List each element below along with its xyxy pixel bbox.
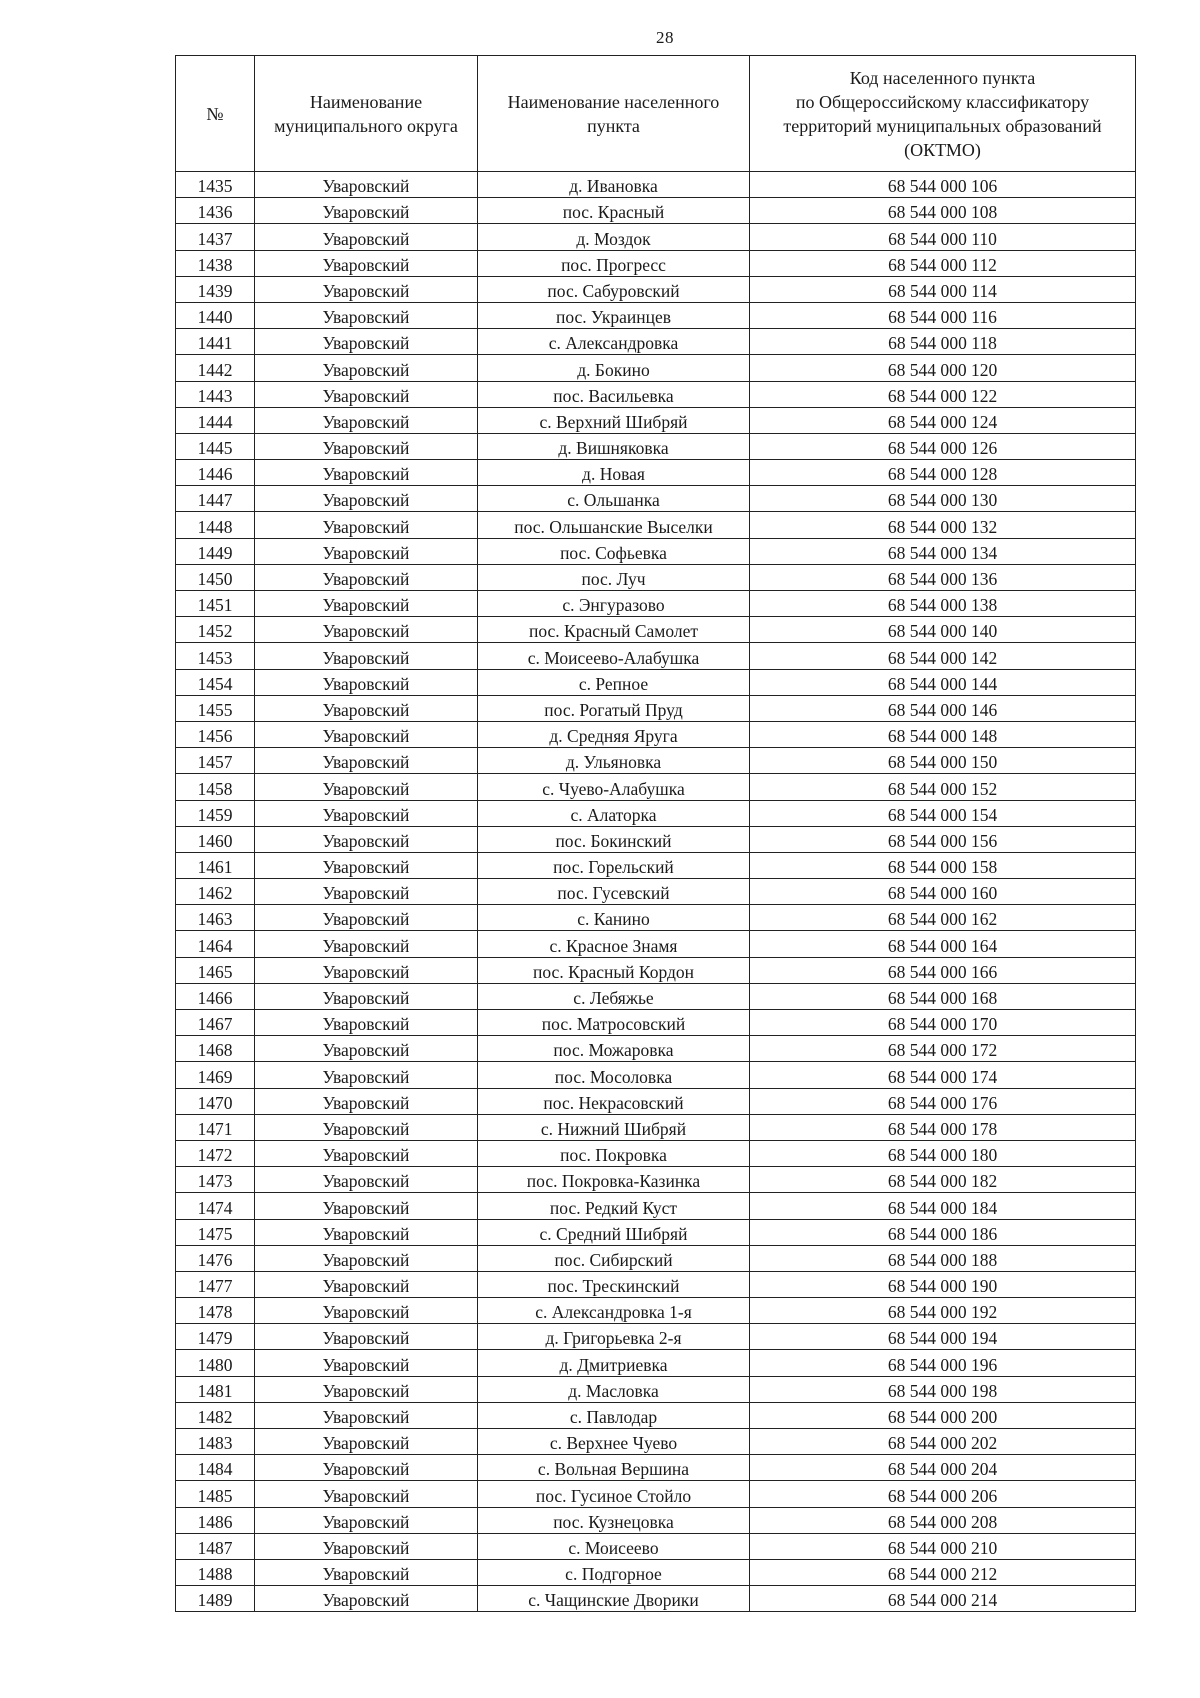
oktmo-code: 68 544 000 164 bbox=[750, 931, 1136, 957]
okrug-cell: Уваровский bbox=[255, 1481, 478, 1507]
oktmo-code: 68 544 000 154 bbox=[750, 800, 1136, 826]
row-number: 1483 bbox=[176, 1429, 255, 1455]
table-row bbox=[176, 957, 1136, 983]
oktmo-code: 68 544 000 188 bbox=[750, 1245, 1136, 1271]
table-row bbox=[176, 486, 1136, 512]
table-row bbox=[176, 460, 1136, 486]
settlement-name: с. Вольная Вершина bbox=[478, 1455, 750, 1481]
row-number: 1463 bbox=[176, 905, 255, 931]
row-number: 1470 bbox=[176, 1088, 255, 1114]
oktmo-code: 68 544 000 128 bbox=[750, 460, 1136, 486]
oktmo-code: 68 544 000 194 bbox=[750, 1324, 1136, 1350]
oktmo-code: 68 544 000 186 bbox=[750, 1219, 1136, 1245]
settlement-name: с. Верхнее Чуево bbox=[478, 1429, 750, 1455]
oktmo-code: 68 544 000 162 bbox=[750, 905, 1136, 931]
okrug-cell: Уваровский bbox=[255, 1559, 478, 1585]
table-row bbox=[176, 1193, 1136, 1219]
okrug-cell: Уваровский bbox=[255, 800, 478, 826]
row-number: 1480 bbox=[176, 1350, 255, 1376]
oktmo-code: 68 544 000 112 bbox=[750, 250, 1136, 276]
oktmo-code: 68 544 000 202 bbox=[750, 1429, 1136, 1455]
header-num: № bbox=[176, 56, 255, 172]
settlement-name: с. Александровка bbox=[478, 329, 750, 355]
row-number: 1489 bbox=[176, 1586, 255, 1612]
oktmo-code: 68 544 000 144 bbox=[750, 669, 1136, 695]
table-row bbox=[176, 1245, 1136, 1271]
table-row bbox=[176, 1586, 1136, 1612]
settlement-name: д. Бокино bbox=[478, 355, 750, 381]
oktmo-code: 68 544 000 156 bbox=[750, 826, 1136, 852]
row-number: 1481 bbox=[176, 1376, 255, 1402]
header-code-line: Код населенного пункта bbox=[849, 67, 1036, 88]
table-row bbox=[176, 198, 1136, 224]
row-number: 1468 bbox=[176, 1036, 255, 1062]
table-row bbox=[176, 1088, 1136, 1114]
table-row bbox=[176, 1324, 1136, 1350]
table-row bbox=[176, 276, 1136, 302]
table-row bbox=[176, 983, 1136, 1009]
table-row bbox=[176, 1036, 1136, 1062]
settlement-name: пос. Матросовский bbox=[478, 1010, 750, 1036]
row-number: 1440 bbox=[176, 302, 255, 328]
table-row bbox=[176, 669, 1136, 695]
oktmo-code: 68 544 000 180 bbox=[750, 1140, 1136, 1166]
okrug-cell: Уваровский bbox=[255, 250, 478, 276]
okrug-cell: Уваровский bbox=[255, 302, 478, 328]
settlement-name: пос. Сибирский bbox=[478, 1245, 750, 1271]
okrug-cell: Уваровский bbox=[255, 224, 478, 250]
oktmo-code: 68 544 000 138 bbox=[750, 591, 1136, 617]
header-name-line: Наименование населенного bbox=[507, 91, 720, 112]
table-row bbox=[176, 1350, 1136, 1376]
table-row bbox=[176, 381, 1136, 407]
okrug-cell: Уваровский bbox=[255, 1350, 478, 1376]
settlement-name: пос. Кузнецовка bbox=[478, 1507, 750, 1533]
table-row bbox=[176, 1507, 1136, 1533]
table-row bbox=[176, 538, 1136, 564]
settlement-name: пос. Трескинский bbox=[478, 1271, 750, 1297]
settlement-name: пос. Гусевский bbox=[478, 879, 750, 905]
table-row bbox=[176, 1219, 1136, 1245]
row-number: 1476 bbox=[176, 1245, 255, 1271]
oktmo-code: 68 544 000 140 bbox=[750, 617, 1136, 643]
oktmo-code: 68 544 000 116 bbox=[750, 302, 1136, 328]
oktmo-code: 68 544 000 198 bbox=[750, 1376, 1136, 1402]
row-number: 1484 bbox=[176, 1455, 255, 1481]
oktmo-code: 68 544 000 212 bbox=[750, 1559, 1136, 1585]
settlement-name: с. Лебяжье bbox=[478, 983, 750, 1009]
row-number: 1454 bbox=[176, 669, 255, 695]
table-row bbox=[176, 1062, 1136, 1088]
okrug-cell: Уваровский bbox=[255, 1036, 478, 1062]
okrug-cell: Уваровский bbox=[255, 198, 478, 224]
oktmo-code: 68 544 000 196 bbox=[750, 1350, 1136, 1376]
okrug-cell: Уваровский bbox=[255, 486, 478, 512]
okrug-cell: Уваровский bbox=[255, 1298, 478, 1324]
okrug-cell: Уваровский bbox=[255, 591, 478, 617]
settlement-name: д. Новая bbox=[478, 460, 750, 486]
okrug-cell: Уваровский bbox=[255, 983, 478, 1009]
okrug-cell: Уваровский bbox=[255, 1271, 478, 1297]
settlement-name: с. Моисеево bbox=[478, 1533, 750, 1559]
row-number: 1487 bbox=[176, 1533, 255, 1559]
table-row bbox=[176, 1140, 1136, 1166]
row-number: 1467 bbox=[176, 1010, 255, 1036]
table-row bbox=[176, 1010, 1136, 1036]
settlement-name: с. Нижний Шибряй bbox=[478, 1114, 750, 1140]
settlement-name: с. Александровка 1-я bbox=[478, 1298, 750, 1324]
okrug-cell: Уваровский bbox=[255, 1193, 478, 1219]
okrug-cell: Уваровский bbox=[255, 1402, 478, 1428]
settlement-name: с. Моисеево-Алабушка bbox=[478, 643, 750, 669]
row-number: 1485 bbox=[176, 1481, 255, 1507]
settlement-name: пос. Горельский bbox=[478, 852, 750, 878]
okrug-cell: Уваровский bbox=[255, 931, 478, 957]
table-row bbox=[176, 826, 1136, 852]
settlement-name: пос. Гусиное Стойло bbox=[478, 1481, 750, 1507]
okrug-cell: Уваровский bbox=[255, 1455, 478, 1481]
oktmo-code: 68 544 000 146 bbox=[750, 695, 1136, 721]
header-code-line: территорий муниципальных образований bbox=[783, 115, 1102, 136]
oktmo-code: 68 544 000 122 bbox=[750, 381, 1136, 407]
oktmo-code: 68 544 000 106 bbox=[750, 172, 1136, 198]
oktmo-code: 68 544 000 178 bbox=[750, 1114, 1136, 1140]
row-number: 1445 bbox=[176, 433, 255, 459]
header-okrug-line: Наименование bbox=[309, 91, 423, 112]
row-number: 1478 bbox=[176, 1298, 255, 1324]
okrug-cell: Уваровский bbox=[255, 643, 478, 669]
okrug-cell: Уваровский bbox=[255, 433, 478, 459]
settlement-name: пос. Красный Кордон bbox=[478, 957, 750, 983]
settlement-name: пос. Софьевка bbox=[478, 538, 750, 564]
table-row bbox=[176, 564, 1136, 590]
row-number: 1451 bbox=[176, 591, 255, 617]
row-number: 1466 bbox=[176, 983, 255, 1009]
oktmo-code: 68 544 000 170 bbox=[750, 1010, 1136, 1036]
table-row bbox=[176, 1114, 1136, 1140]
row-number: 1439 bbox=[176, 276, 255, 302]
table-row bbox=[176, 302, 1136, 328]
row-number: 1444 bbox=[176, 407, 255, 433]
okrug-cell: Уваровский bbox=[255, 957, 478, 983]
settlement-name: пос. Васильевка bbox=[478, 381, 750, 407]
row-number: 1469 bbox=[176, 1062, 255, 1088]
table-row bbox=[176, 617, 1136, 643]
row-number: 1448 bbox=[176, 512, 255, 538]
okrug-cell: Уваровский bbox=[255, 774, 478, 800]
okrug-cell: Уваровский bbox=[255, 512, 478, 538]
settlement-name: с. Чуево-Алабушка bbox=[478, 774, 750, 800]
row-number: 1435 bbox=[176, 172, 255, 198]
okrug-cell: Уваровский bbox=[255, 669, 478, 695]
row-number: 1465 bbox=[176, 957, 255, 983]
header-row bbox=[176, 56, 1136, 172]
page-number: 28 bbox=[656, 28, 674, 47]
row-number: 1441 bbox=[176, 329, 255, 355]
oktmo-code: 68 544 000 136 bbox=[750, 564, 1136, 590]
settlement-name: с. Павлодар bbox=[478, 1402, 750, 1428]
okrug-cell: Уваровский bbox=[255, 564, 478, 590]
table-row bbox=[176, 931, 1136, 957]
settlement-name: д. Ульяновка bbox=[478, 748, 750, 774]
okrug-cell: Уваровский bbox=[255, 879, 478, 905]
settlement-name: пос. Редкий Куст bbox=[478, 1193, 750, 1219]
settlement-name: д. Масловка bbox=[478, 1376, 750, 1402]
oktmo-code: 68 544 000 176 bbox=[750, 1088, 1136, 1114]
row-number: 1462 bbox=[176, 879, 255, 905]
settlement-name: с. Чащинские Дворики bbox=[478, 1586, 750, 1612]
row-number: 1437 bbox=[176, 224, 255, 250]
okrug-cell: Уваровский bbox=[255, 172, 478, 198]
settlement-name: с. Верхний Шибряй bbox=[478, 407, 750, 433]
header-code-line: по Общероссийскому классификатору bbox=[795, 91, 1090, 112]
table-body bbox=[176, 172, 1136, 1612]
okrug-cell: Уваровский bbox=[255, 695, 478, 721]
settlement-name: д. Вишняковка bbox=[478, 433, 750, 459]
row-number: 1472 bbox=[176, 1140, 255, 1166]
table-row bbox=[176, 1271, 1136, 1297]
okrug-cell: Уваровский bbox=[255, 1586, 478, 1612]
row-number: 1486 bbox=[176, 1507, 255, 1533]
oktmo-code: 68 544 000 152 bbox=[750, 774, 1136, 800]
oktmo-code: 68 544 000 174 bbox=[750, 1062, 1136, 1088]
row-number: 1450 bbox=[176, 564, 255, 590]
oktmo-code: 68 544 000 166 bbox=[750, 957, 1136, 983]
table-row bbox=[176, 172, 1136, 198]
table-row bbox=[176, 355, 1136, 381]
oktmo-code: 68 544 000 130 bbox=[750, 486, 1136, 512]
oktmo-table bbox=[175, 55, 1136, 1612]
settlement-name: д. Моздок bbox=[478, 224, 750, 250]
settlement-name: пос. Сабуровский bbox=[478, 276, 750, 302]
okrug-cell: Уваровский bbox=[255, 407, 478, 433]
okrug-cell: Уваровский bbox=[255, 1219, 478, 1245]
oktmo-code: 68 544 000 134 bbox=[750, 538, 1136, 564]
row-number: 1461 bbox=[176, 852, 255, 878]
header-code bbox=[750, 56, 1136, 172]
row-number: 1471 bbox=[176, 1114, 255, 1140]
table-row bbox=[176, 224, 1136, 250]
oktmo-code: 68 544 000 108 bbox=[750, 198, 1136, 224]
okrug-cell: Уваровский bbox=[255, 1533, 478, 1559]
okrug-cell: Уваровский bbox=[255, 1088, 478, 1114]
row-number: 1488 bbox=[176, 1559, 255, 1585]
row-number: 1482 bbox=[176, 1402, 255, 1428]
table-row bbox=[176, 1402, 1136, 1428]
okrug-cell: Уваровский bbox=[255, 852, 478, 878]
oktmo-code: 68 544 000 204 bbox=[750, 1455, 1136, 1481]
okrug-cell: Уваровский bbox=[255, 617, 478, 643]
okrug-cell: Уваровский bbox=[255, 1376, 478, 1402]
oktmo-code: 68 544 000 132 bbox=[750, 512, 1136, 538]
okrug-cell: Уваровский bbox=[255, 1324, 478, 1350]
table-row bbox=[176, 879, 1136, 905]
row-number: 1458 bbox=[176, 774, 255, 800]
oktmo-code: 68 544 000 150 bbox=[750, 748, 1136, 774]
row-number: 1446 bbox=[176, 460, 255, 486]
header-name bbox=[478, 56, 750, 172]
table-row bbox=[176, 1429, 1136, 1455]
table-row bbox=[176, 1167, 1136, 1193]
okrug-cell: Уваровский bbox=[255, 1062, 478, 1088]
settlement-name: пос. Луч bbox=[478, 564, 750, 590]
row-number: 1474 bbox=[176, 1193, 255, 1219]
oktmo-code: 68 544 000 206 bbox=[750, 1481, 1136, 1507]
table-row bbox=[176, 1298, 1136, 1324]
table-row bbox=[176, 721, 1136, 747]
table-row bbox=[176, 748, 1136, 774]
settlement-name: пос. Прогресс bbox=[478, 250, 750, 276]
table-row bbox=[176, 800, 1136, 826]
table-row bbox=[176, 433, 1136, 459]
oktmo-code: 68 544 000 160 bbox=[750, 879, 1136, 905]
header-name-line: пункта bbox=[587, 115, 640, 136]
header-okrug bbox=[255, 56, 478, 172]
settlement-name: пос. Украинцев bbox=[478, 302, 750, 328]
settlement-name: пос. Красный Самолет bbox=[478, 617, 750, 643]
row-number: 1473 bbox=[176, 1167, 255, 1193]
settlement-name: с. Средний Шибряй bbox=[478, 1219, 750, 1245]
table-row bbox=[176, 1533, 1136, 1559]
settlement-name: пос. Рогатый Пруд bbox=[478, 695, 750, 721]
row-number: 1453 bbox=[176, 643, 255, 669]
row-number: 1438 bbox=[176, 250, 255, 276]
okrug-cell: Уваровский bbox=[255, 381, 478, 407]
oktmo-code: 68 544 000 148 bbox=[750, 721, 1136, 747]
settlement-name: с. Подгорное bbox=[478, 1559, 750, 1585]
okrug-cell: Уваровский bbox=[255, 1140, 478, 1166]
oktmo-code: 68 544 000 158 bbox=[750, 852, 1136, 878]
row-number: 1447 bbox=[176, 486, 255, 512]
okrug-cell: Уваровский bbox=[255, 721, 478, 747]
oktmo-code: 68 544 000 124 bbox=[750, 407, 1136, 433]
oktmo-code: 68 544 000 214 bbox=[750, 1586, 1136, 1612]
settlement-name: пос. Мосоловка bbox=[478, 1062, 750, 1088]
okrug-cell: Уваровский bbox=[255, 538, 478, 564]
settlement-name: д. Ивановка bbox=[478, 172, 750, 198]
oktmo-code: 68 544 000 126 bbox=[750, 433, 1136, 459]
table-row bbox=[176, 407, 1136, 433]
table-row bbox=[176, 1481, 1136, 1507]
table-row bbox=[176, 250, 1136, 276]
okrug-cell: Уваровский bbox=[255, 1507, 478, 1533]
settlement-name: пос. Можаровка bbox=[478, 1036, 750, 1062]
oktmo-code: 68 544 000 208 bbox=[750, 1507, 1136, 1533]
row-number: 1464 bbox=[176, 931, 255, 957]
row-number: 1457 bbox=[176, 748, 255, 774]
okrug-cell: Уваровский bbox=[255, 329, 478, 355]
oktmo-code: 68 544 000 172 bbox=[750, 1036, 1136, 1062]
row-number: 1452 bbox=[176, 617, 255, 643]
settlement-name: с. Канино bbox=[478, 905, 750, 931]
oktmo-code: 68 544 000 120 bbox=[750, 355, 1136, 381]
okrug-cell: Уваровский bbox=[255, 1010, 478, 1036]
settlement-name: с. Репное bbox=[478, 669, 750, 695]
oktmo-code: 68 544 000 190 bbox=[750, 1271, 1136, 1297]
row-number: 1442 bbox=[176, 355, 255, 381]
settlement-name: пос. Покровка bbox=[478, 1140, 750, 1166]
row-number: 1459 bbox=[176, 800, 255, 826]
oktmo-code: 68 544 000 200 bbox=[750, 1402, 1136, 1428]
settlement-name: с. Ольшанка bbox=[478, 486, 750, 512]
row-number: 1455 bbox=[176, 695, 255, 721]
oktmo-code: 68 544 000 118 bbox=[750, 329, 1136, 355]
row-number: 1475 bbox=[176, 1219, 255, 1245]
row-number: 1477 bbox=[176, 1271, 255, 1297]
okrug-cell: Уваровский bbox=[255, 905, 478, 931]
table-row bbox=[176, 1559, 1136, 1585]
settlement-name: пос. Покровка-Казинка bbox=[478, 1167, 750, 1193]
table-row bbox=[176, 512, 1136, 538]
okrug-cell: Уваровский bbox=[255, 1245, 478, 1271]
table-row bbox=[176, 1376, 1136, 1402]
settlement-name: с. Алаторка bbox=[478, 800, 750, 826]
okrug-cell: Уваровский bbox=[255, 276, 478, 302]
oktmo-code: 68 544 000 184 bbox=[750, 1193, 1136, 1219]
settlement-name: с. Красное Знамя bbox=[478, 931, 750, 957]
okrug-cell: Уваровский bbox=[255, 826, 478, 852]
table-row bbox=[176, 591, 1136, 617]
settlement-name: д. Григорьевка 2-я bbox=[478, 1324, 750, 1350]
table-header bbox=[176, 56, 1136, 172]
settlement-name: д. Средняя Яруга bbox=[478, 721, 750, 747]
row-number: 1443 bbox=[176, 381, 255, 407]
row-number: 1449 bbox=[176, 538, 255, 564]
row-number: 1460 bbox=[176, 826, 255, 852]
oktmo-code: 68 544 000 192 bbox=[750, 1298, 1136, 1324]
okrug-cell: Уваровский bbox=[255, 1429, 478, 1455]
table-row bbox=[176, 695, 1136, 721]
row-number: 1456 bbox=[176, 721, 255, 747]
oktmo-code: 68 544 000 210 bbox=[750, 1533, 1136, 1559]
oktmo-code: 68 544 000 114 bbox=[750, 276, 1136, 302]
table-row bbox=[176, 905, 1136, 931]
row-number: 1479 bbox=[176, 1324, 255, 1350]
oktmo-code: 68 544 000 142 bbox=[750, 643, 1136, 669]
header-okrug-line: муниципального округа bbox=[274, 115, 458, 136]
okrug-cell: Уваровский bbox=[255, 1167, 478, 1193]
settlement-name: с. Энгуразово bbox=[478, 591, 750, 617]
table-row bbox=[176, 643, 1136, 669]
oktmo-code: 68 544 000 168 bbox=[750, 983, 1136, 1009]
oktmo-code: 68 544 000 110 bbox=[750, 224, 1136, 250]
settlement-name: пос. Ольшанские Выселки bbox=[478, 512, 750, 538]
oktmo-code: 68 544 000 182 bbox=[750, 1167, 1136, 1193]
table-row bbox=[176, 329, 1136, 355]
okrug-cell: Уваровский bbox=[255, 748, 478, 774]
table-row bbox=[176, 852, 1136, 878]
okrug-cell: Уваровский bbox=[255, 355, 478, 381]
okrug-cell: Уваровский bbox=[255, 1114, 478, 1140]
row-number: 1436 bbox=[176, 198, 255, 224]
okrug-cell: Уваровский bbox=[255, 460, 478, 486]
settlement-name: пос. Некрасовский bbox=[478, 1088, 750, 1114]
header-code-line: (ОКТМО) bbox=[904, 139, 981, 160]
settlement-name: пос. Красный bbox=[478, 198, 750, 224]
table-row bbox=[176, 774, 1136, 800]
settlement-name: пос. Бокинский bbox=[478, 826, 750, 852]
settlement-name: д. Дмитриевка bbox=[478, 1350, 750, 1376]
table-row bbox=[176, 1455, 1136, 1481]
